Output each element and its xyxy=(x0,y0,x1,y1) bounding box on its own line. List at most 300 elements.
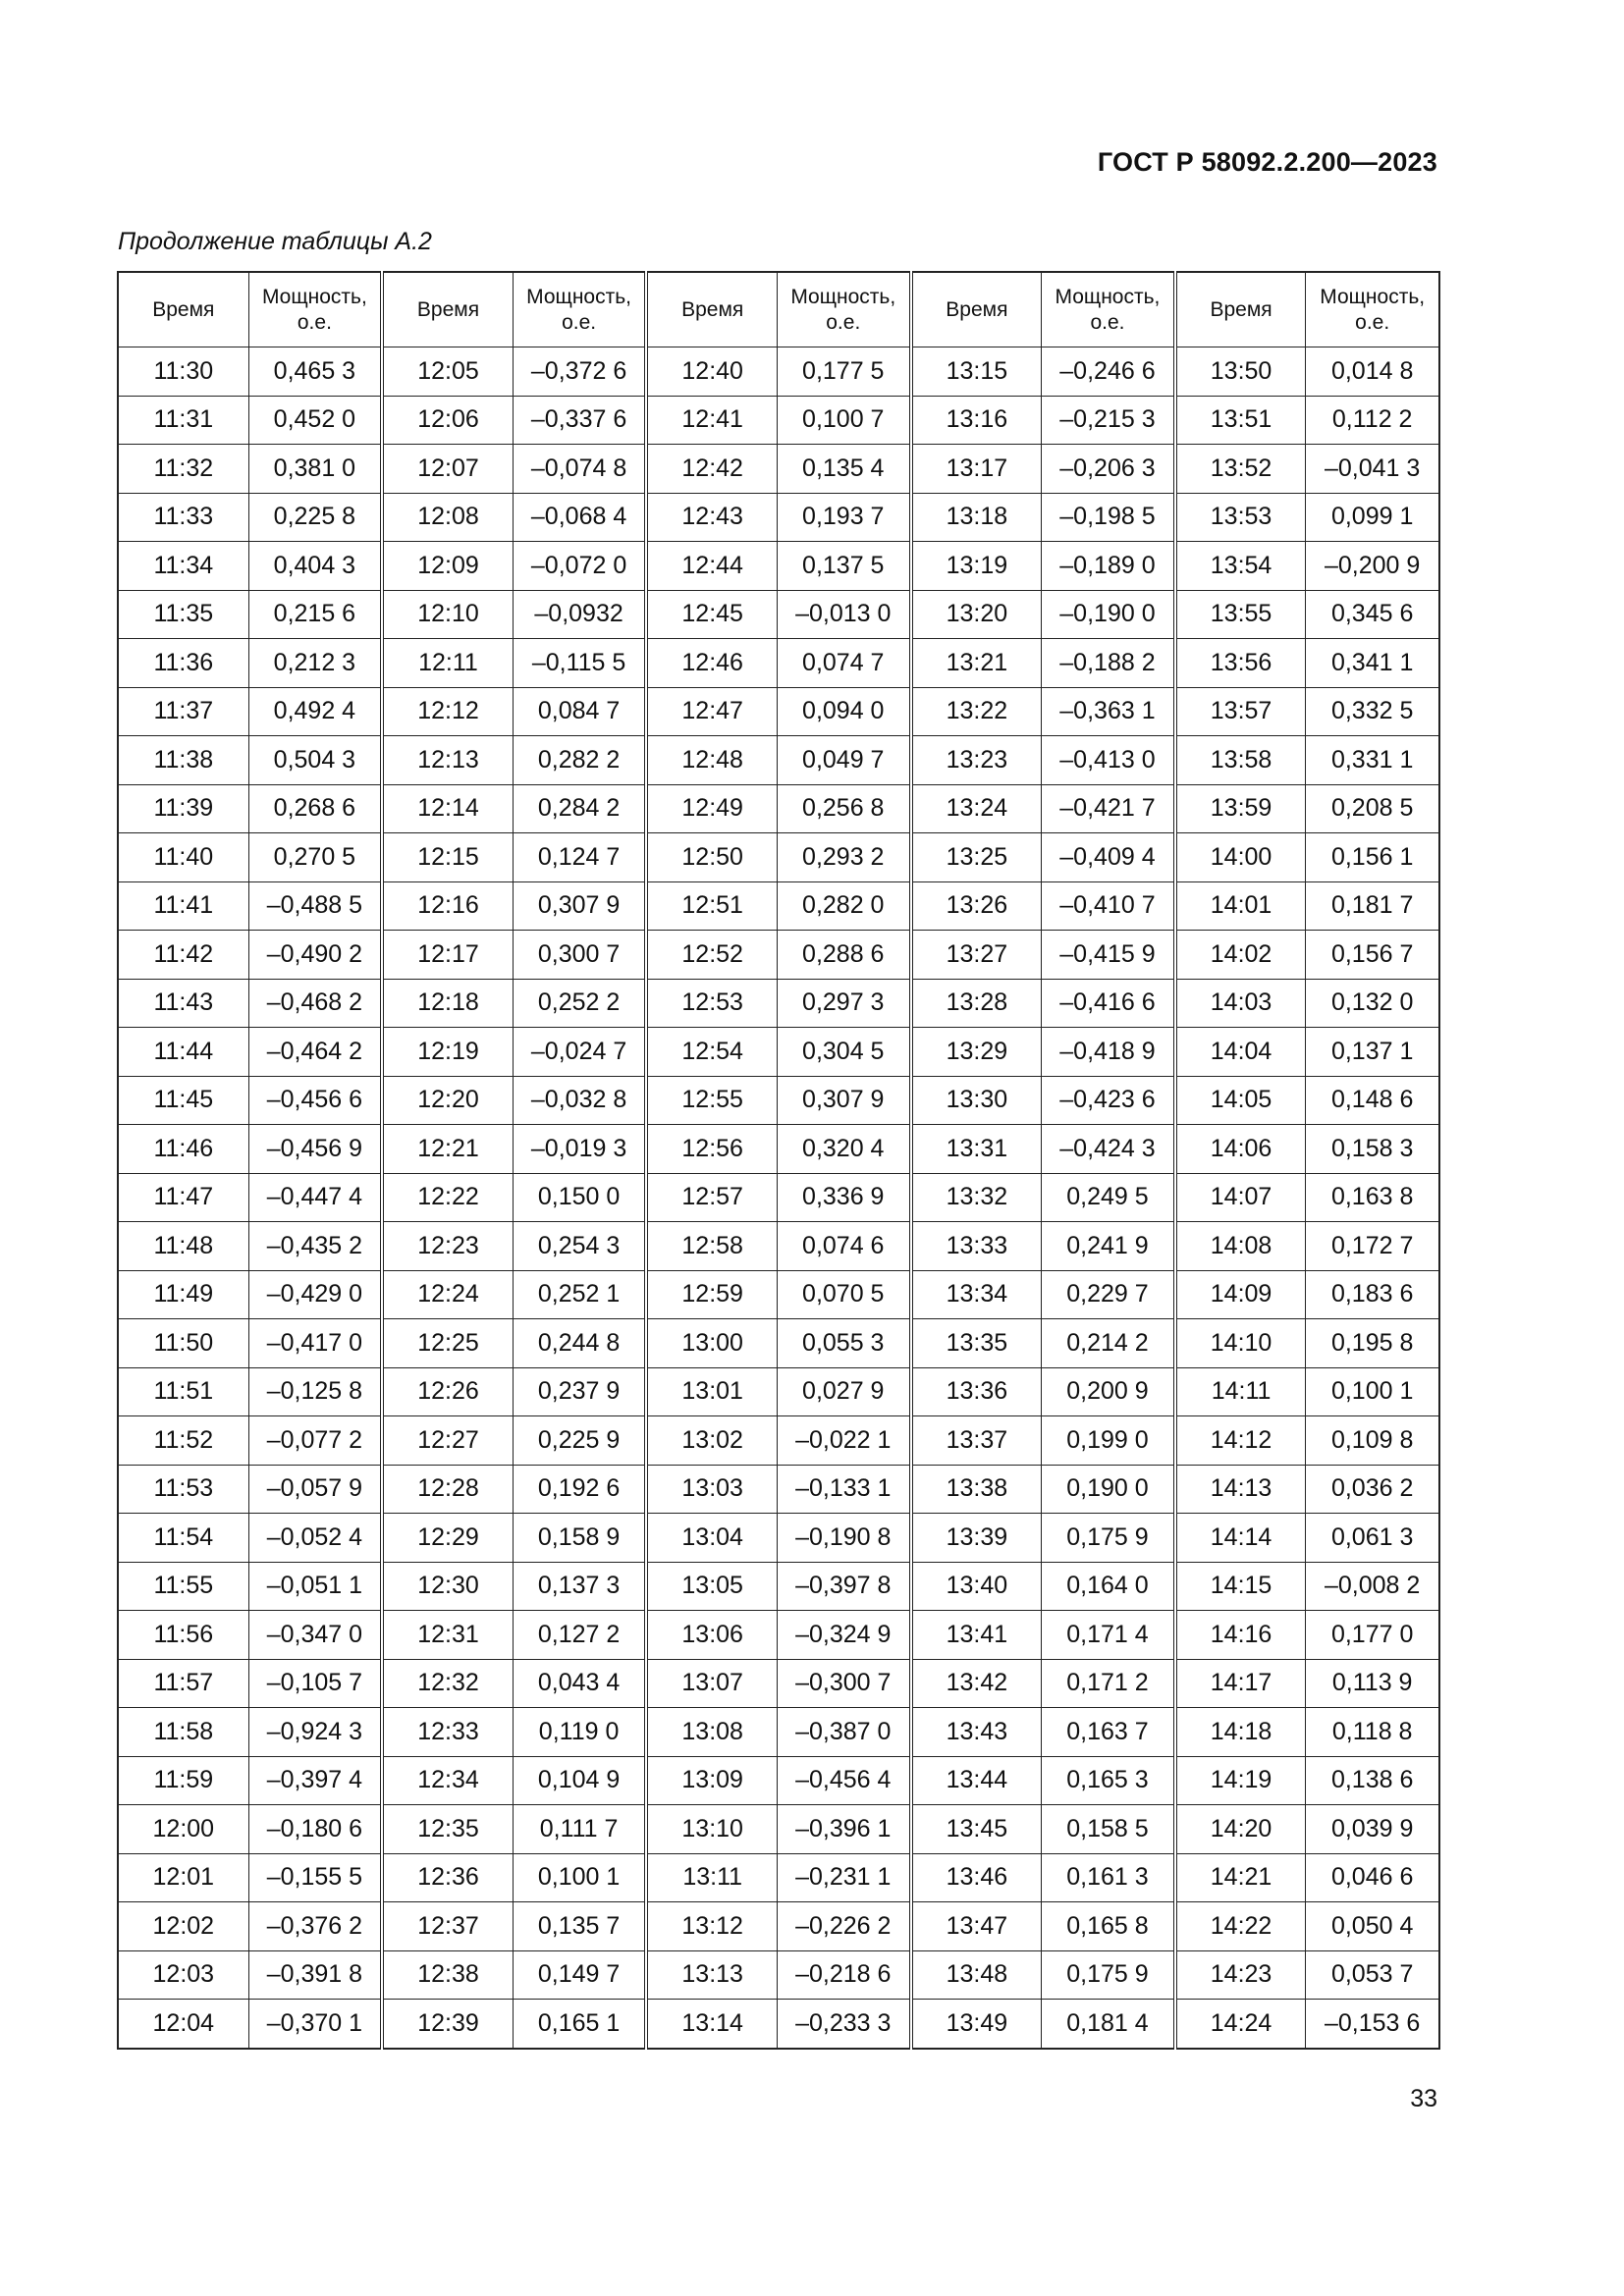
time-cell: 12:58 xyxy=(646,1222,777,1271)
time-cell: 12:49 xyxy=(646,784,777,833)
power-cell: –0,447 4 xyxy=(248,1173,382,1222)
power-cell: 0,252 1 xyxy=(513,1270,646,1319)
time-cell: 12:20 xyxy=(382,1076,513,1125)
power-cell: –0,0932 xyxy=(513,590,646,639)
power-cell: –0,057 9 xyxy=(248,1465,382,1514)
power-cell: 0,288 6 xyxy=(777,931,910,980)
power-cell: –0,488 5 xyxy=(248,881,382,931)
time-cell: 12:42 xyxy=(646,445,777,494)
time-cell: 13:58 xyxy=(1175,736,1306,785)
time-cell: 13:12 xyxy=(646,1902,777,1951)
time-cell: 12:31 xyxy=(382,1611,513,1660)
power-cell: 0,282 2 xyxy=(513,736,646,785)
time-cell: 14:16 xyxy=(1175,1611,1306,1660)
power-cell: –0,424 3 xyxy=(1042,1125,1175,1174)
power-cell: 0,208 5 xyxy=(1306,784,1439,833)
power-cell: 0,452 0 xyxy=(248,396,382,445)
power-cell: 0,049 7 xyxy=(777,736,910,785)
table-row xyxy=(118,445,1439,494)
table-row xyxy=(118,1367,1439,1416)
column-header-power: Мощность, о.е. xyxy=(777,272,910,347)
time-cell: 13:20 xyxy=(911,590,1042,639)
power-cell: –0,391 8 xyxy=(248,1950,382,2000)
time-cell: 12:07 xyxy=(382,445,513,494)
time-cell: 11:34 xyxy=(118,542,248,591)
power-cell: 0,225 8 xyxy=(248,493,382,542)
table-row xyxy=(118,784,1439,833)
table-row xyxy=(118,590,1439,639)
power-cell: –0,041 3 xyxy=(1306,445,1439,494)
time-cell: 12:30 xyxy=(382,1562,513,1611)
power-cell: –0,022 1 xyxy=(777,1416,910,1466)
power-cell: –0,337 6 xyxy=(513,396,646,445)
time-cell: 13:43 xyxy=(911,1708,1042,1757)
power-cell: –0,370 1 xyxy=(248,2000,382,2049)
time-cell: 14:23 xyxy=(1175,1950,1306,2000)
power-cell: –0,074 8 xyxy=(513,445,646,494)
power-cell: 0,297 3 xyxy=(777,979,910,1028)
table-row xyxy=(118,1319,1439,1368)
power-cell: –0,456 9 xyxy=(248,1125,382,1174)
table-row xyxy=(118,1902,1439,1951)
time-cell: 11:51 xyxy=(118,1367,248,1416)
time-cell: 13:47 xyxy=(911,1902,1042,1951)
time-cell: 14:09 xyxy=(1175,1270,1306,1319)
power-cell: 0,175 9 xyxy=(1042,1950,1175,2000)
time-cell: 12:19 xyxy=(382,1028,513,1077)
time-cell: 13:05 xyxy=(646,1562,777,1611)
time-cell: 14:22 xyxy=(1175,1902,1306,1951)
power-cell: 0,331 1 xyxy=(1306,736,1439,785)
power-cell: –0,215 3 xyxy=(1042,396,1175,445)
time-cell: 12:06 xyxy=(382,396,513,445)
power-cell: 0,099 1 xyxy=(1306,493,1439,542)
power-cell: –0,387 0 xyxy=(777,1708,910,1757)
time-cell: 13:32 xyxy=(911,1173,1042,1222)
time-cell: 13:01 xyxy=(646,1367,777,1416)
power-cell: 0,109 8 xyxy=(1306,1416,1439,1466)
time-cell: 13:27 xyxy=(911,931,1042,980)
power-cell: –0,013 0 xyxy=(777,590,910,639)
power-cell: 0,111 7 xyxy=(513,1805,646,1854)
power-cell: 0,300 7 xyxy=(513,931,646,980)
power-cell: 0,104 9 xyxy=(513,1756,646,1805)
time-cell: 13:48 xyxy=(911,1950,1042,2000)
column-header-power: Мощность, о.е. xyxy=(513,272,646,347)
power-cell: 0,200 9 xyxy=(1042,1367,1175,1416)
time-cell: 12:22 xyxy=(382,1173,513,1222)
time-cell: 11:53 xyxy=(118,1465,248,1514)
power-cell: 0,165 8 xyxy=(1042,1902,1175,1951)
power-cell: 0,172 7 xyxy=(1306,1222,1439,1271)
power-cell: –0,456 4 xyxy=(777,1756,910,1805)
power-cell: 0,175 9 xyxy=(1042,1514,1175,1563)
time-cell: 13:00 xyxy=(646,1319,777,1368)
power-cell: –0,024 7 xyxy=(513,1028,646,1077)
power-cell: 0,237 9 xyxy=(513,1367,646,1416)
power-cell: –0,231 1 xyxy=(777,1853,910,1902)
power-cell: 0,165 1 xyxy=(513,2000,646,2049)
time-cell: 12:55 xyxy=(646,1076,777,1125)
power-cell: –0,468 2 xyxy=(248,979,382,1028)
table-row xyxy=(118,1950,1439,2000)
table-row xyxy=(118,1659,1439,1708)
power-cell: 0,341 1 xyxy=(1306,639,1439,688)
time-cell: 13:16 xyxy=(911,396,1042,445)
power-cell: –0,324 9 xyxy=(777,1611,910,1660)
time-cell: 13:15 xyxy=(911,347,1042,397)
power-cell: 0,252 2 xyxy=(513,979,646,1028)
time-cell: 11:33 xyxy=(118,493,248,542)
power-cell: 0,150 0 xyxy=(513,1173,646,1222)
power-cell: 0,244 8 xyxy=(513,1319,646,1368)
power-cell: –0,190 0 xyxy=(1042,590,1175,639)
time-cell: 12:27 xyxy=(382,1416,513,1466)
power-cell: 0,307 9 xyxy=(513,881,646,931)
power-cell: –0,372 6 xyxy=(513,347,646,397)
table-row xyxy=(118,1270,1439,1319)
column-header-power: Мощность, о.е. xyxy=(248,272,382,347)
power-cell: –0,396 1 xyxy=(777,1805,910,1854)
time-cell: 13:24 xyxy=(911,784,1042,833)
power-cell: 0,137 3 xyxy=(513,1562,646,1611)
column-header-time: Время xyxy=(911,272,1042,347)
time-cell: 13:45 xyxy=(911,1805,1042,1854)
power-cell: 0,137 1 xyxy=(1306,1028,1439,1077)
power-cell: 0,050 4 xyxy=(1306,1902,1439,1951)
power-cell: 0,046 6 xyxy=(1306,1853,1439,1902)
power-cell: –0,206 3 xyxy=(1042,445,1175,494)
power-cell: 0,100 7 xyxy=(777,396,910,445)
time-cell: 11:35 xyxy=(118,590,248,639)
power-cell: 0,124 7 xyxy=(513,833,646,882)
power-cell: 0,249 5 xyxy=(1042,1173,1175,1222)
time-cell: 14:19 xyxy=(1175,1756,1306,1805)
time-cell: 13:52 xyxy=(1175,445,1306,494)
power-cell: 0,212 3 xyxy=(248,639,382,688)
time-cell: 13:57 xyxy=(1175,687,1306,736)
time-cell: 12:34 xyxy=(382,1756,513,1805)
time-cell: 12:47 xyxy=(646,687,777,736)
power-cell: –0,416 6 xyxy=(1042,979,1175,1028)
time-cell: 14:08 xyxy=(1175,1222,1306,1271)
power-cell: –0,429 0 xyxy=(248,1270,382,1319)
power-cell: 0,465 3 xyxy=(248,347,382,397)
time-cell: 11:39 xyxy=(118,784,248,833)
time-cell: 14:17 xyxy=(1175,1659,1306,1708)
time-cell: 14:01 xyxy=(1175,881,1306,931)
column-header-power: Мощность, о.е. xyxy=(1042,272,1175,347)
time-cell: 13:08 xyxy=(646,1708,777,1757)
power-cell: –0,125 8 xyxy=(248,1367,382,1416)
time-cell: 14:05 xyxy=(1175,1076,1306,1125)
time-cell: 12:24 xyxy=(382,1270,513,1319)
time-cell: 11:48 xyxy=(118,1222,248,1271)
power-cell: 0,254 3 xyxy=(513,1222,646,1271)
power-cell: –0,190 8 xyxy=(777,1514,910,1563)
time-cell: 11:45 xyxy=(118,1076,248,1125)
power-cell: –0,032 8 xyxy=(513,1076,646,1125)
time-cell: 12:32 xyxy=(382,1659,513,1708)
power-cell: 0,163 7 xyxy=(1042,1708,1175,1757)
time-cell: 11:32 xyxy=(118,445,248,494)
time-cell: 13:50 xyxy=(1175,347,1306,397)
time-cell: 12:41 xyxy=(646,396,777,445)
table-row xyxy=(118,1756,1439,1805)
time-cell: 14:21 xyxy=(1175,1853,1306,1902)
power-cell: 0,074 6 xyxy=(777,1222,910,1271)
table-row xyxy=(118,1465,1439,1514)
time-cell: 13:40 xyxy=(911,1562,1042,1611)
power-cell: 0,492 4 xyxy=(248,687,382,736)
time-cell: 14:15 xyxy=(1175,1562,1306,1611)
power-cell: –0,188 2 xyxy=(1042,639,1175,688)
time-cell: 13:30 xyxy=(911,1076,1042,1125)
table-row xyxy=(118,347,1439,397)
time-cell: 11:42 xyxy=(118,931,248,980)
time-cell: 11:59 xyxy=(118,1756,248,1805)
power-cell: –0,115 5 xyxy=(513,639,646,688)
power-cell: 0,137 5 xyxy=(777,542,910,591)
time-cell: 12:08 xyxy=(382,493,513,542)
time-cell: 11:44 xyxy=(118,1028,248,1077)
time-cell: 12:54 xyxy=(646,1028,777,1077)
time-cell: 12:09 xyxy=(382,542,513,591)
power-cell: 0,027 9 xyxy=(777,1367,910,1416)
power-cell: –0,423 6 xyxy=(1042,1076,1175,1125)
table-row xyxy=(118,881,1439,931)
power-cell: –0,233 3 xyxy=(777,2000,910,2049)
time-cell: 12:21 xyxy=(382,1125,513,1174)
time-cell: 13:11 xyxy=(646,1853,777,1902)
power-cell: –0,490 2 xyxy=(248,931,382,980)
power-cell: –0,415 9 xyxy=(1042,931,1175,980)
time-cell: 11:56 xyxy=(118,1611,248,1660)
table-row xyxy=(118,493,1439,542)
time-cell: 13:56 xyxy=(1175,639,1306,688)
power-cell: 0,158 9 xyxy=(513,1514,646,1563)
time-cell: 11:37 xyxy=(118,687,248,736)
time-cell: 12:35 xyxy=(382,1805,513,1854)
time-cell: 12:11 xyxy=(382,639,513,688)
time-cell: 13:49 xyxy=(911,2000,1042,2049)
power-cell: 0,241 9 xyxy=(1042,1222,1175,1271)
time-cell: 13:36 xyxy=(911,1367,1042,1416)
power-cell: 0,381 0 xyxy=(248,445,382,494)
power-cell: 0,293 2 xyxy=(777,833,910,882)
power-cell: –0,189 0 xyxy=(1042,542,1175,591)
time-cell: 12:37 xyxy=(382,1902,513,1951)
time-cell: 13:25 xyxy=(911,833,1042,882)
time-cell: 13:06 xyxy=(646,1611,777,1660)
table-row xyxy=(118,687,1439,736)
table-row xyxy=(118,1173,1439,1222)
power-cell: 0,135 7 xyxy=(513,1902,646,1951)
power-cell: 0,270 5 xyxy=(248,833,382,882)
time-cell: 13:34 xyxy=(911,1270,1042,1319)
time-cell: 11:49 xyxy=(118,1270,248,1319)
table-row xyxy=(118,1708,1439,1757)
power-cell: 0,268 6 xyxy=(248,784,382,833)
time-cell: 11:41 xyxy=(118,881,248,931)
power-cell: 0,171 2 xyxy=(1042,1659,1175,1708)
time-cell: 12:14 xyxy=(382,784,513,833)
time-cell: 14:04 xyxy=(1175,1028,1306,1077)
table-row xyxy=(118,396,1439,445)
time-cell: 11:46 xyxy=(118,1125,248,1174)
time-cell: 12:45 xyxy=(646,590,777,639)
time-cell: 13:13 xyxy=(646,1950,777,2000)
time-cell: 13:44 xyxy=(911,1756,1042,1805)
power-cell: 0,053 7 xyxy=(1306,1950,1439,2000)
table-row xyxy=(118,542,1439,591)
time-cell: 13:19 xyxy=(911,542,1042,591)
time-cell: 13:02 xyxy=(646,1416,777,1466)
table-row xyxy=(118,1611,1439,1660)
power-cell: 0,404 3 xyxy=(248,542,382,591)
time-cell: 12:15 xyxy=(382,833,513,882)
time-cell: 12:56 xyxy=(646,1125,777,1174)
time-cell: 13:26 xyxy=(911,881,1042,931)
power-cell: 0,113 9 xyxy=(1306,1659,1439,1708)
time-cell: 12:17 xyxy=(382,931,513,980)
power-cell: –0,924 3 xyxy=(248,1708,382,1757)
power-cell: 0,149 7 xyxy=(513,1950,646,2000)
power-cell: 0,135 4 xyxy=(777,445,910,494)
power-cell: –0,397 4 xyxy=(248,1756,382,1805)
time-cell: 13:55 xyxy=(1175,590,1306,639)
power-cell: –0,435 2 xyxy=(248,1222,382,1271)
power-cell: 0,156 7 xyxy=(1306,931,1439,980)
power-cell: –0,019 3 xyxy=(513,1125,646,1174)
time-cell: 11:40 xyxy=(118,833,248,882)
column-header-time: Время xyxy=(646,272,777,347)
power-cell: –0,052 4 xyxy=(248,1514,382,1563)
power-cell: –0,413 0 xyxy=(1042,736,1175,785)
time-cell: 12:29 xyxy=(382,1514,513,1563)
power-cell: 0,039 9 xyxy=(1306,1805,1439,1854)
time-cell: 12:33 xyxy=(382,1708,513,1757)
column-header-time: Время xyxy=(1175,272,1306,347)
time-cell: 12:18 xyxy=(382,979,513,1028)
time-cell: 12:16 xyxy=(382,881,513,931)
time-cell: 12:40 xyxy=(646,347,777,397)
power-cell: –0,410 7 xyxy=(1042,881,1175,931)
power-cell: 0,112 2 xyxy=(1306,396,1439,445)
power-cell: –0,418 9 xyxy=(1042,1028,1175,1077)
time-cell: 14:14 xyxy=(1175,1514,1306,1563)
time-cell: 14:20 xyxy=(1175,1805,1306,1854)
table-row xyxy=(118,736,1439,785)
time-cell: 12:12 xyxy=(382,687,513,736)
time-cell: 13:38 xyxy=(911,1465,1042,1514)
power-cell: 0,181 7 xyxy=(1306,881,1439,931)
power-cell: 0,070 5 xyxy=(777,1270,910,1319)
time-cell: 13:04 xyxy=(646,1514,777,1563)
table-row xyxy=(118,2000,1439,2049)
power-cell: –0,226 2 xyxy=(777,1902,910,1951)
time-cell: 14:06 xyxy=(1175,1125,1306,1174)
time-cell: 12:26 xyxy=(382,1367,513,1416)
time-cell: 13:37 xyxy=(911,1416,1042,1466)
time-cell: 14:07 xyxy=(1175,1173,1306,1222)
time-cell: 13:21 xyxy=(911,639,1042,688)
power-cell: –0,218 6 xyxy=(777,1950,910,2000)
power-cell: –0,464 2 xyxy=(248,1028,382,1077)
power-cell: 0,193 7 xyxy=(777,493,910,542)
time-cell: 12:10 xyxy=(382,590,513,639)
time-cell: 13:07 xyxy=(646,1659,777,1708)
power-cell: 0,183 6 xyxy=(1306,1270,1439,1319)
time-cell: 13:28 xyxy=(911,979,1042,1028)
power-cell: –0,363 1 xyxy=(1042,687,1175,736)
power-cell: 0,036 2 xyxy=(1306,1465,1439,1514)
power-cell: 0,158 5 xyxy=(1042,1805,1175,1854)
power-cell: 0,148 6 xyxy=(1306,1076,1439,1125)
power-cell: –0,180 6 xyxy=(248,1805,382,1854)
table-row xyxy=(118,1028,1439,1077)
power-cell: 0,504 3 xyxy=(248,736,382,785)
time-cell: 12:01 xyxy=(118,1853,248,1902)
table-body xyxy=(118,347,1439,2049)
time-cell: 12:02 xyxy=(118,1902,248,1951)
power-cell: 0,332 5 xyxy=(1306,687,1439,736)
time-cell: 12:48 xyxy=(646,736,777,785)
table-row xyxy=(118,1416,1439,1466)
time-cell: 11:38 xyxy=(118,736,248,785)
time-cell: 12:28 xyxy=(382,1465,513,1514)
power-cell: 0,195 8 xyxy=(1306,1319,1439,1368)
time-cell: 13:17 xyxy=(911,445,1042,494)
power-cell: –0,105 7 xyxy=(248,1659,382,1708)
power-cell: –0,200 9 xyxy=(1306,542,1439,591)
power-cell: 0,229 7 xyxy=(1042,1270,1175,1319)
power-cell: –0,051 1 xyxy=(248,1562,382,1611)
table-row xyxy=(118,1222,1439,1271)
power-cell: 0,181 4 xyxy=(1042,2000,1175,2049)
power-cell: 0,138 6 xyxy=(1306,1756,1439,1805)
time-cell: 12:23 xyxy=(382,1222,513,1271)
time-cell: 13:09 xyxy=(646,1756,777,1805)
page-number: 33 xyxy=(1410,2085,1437,2112)
time-cell: 12:53 xyxy=(646,979,777,1028)
power-cell: –0,155 5 xyxy=(248,1853,382,1902)
time-cell: 12:13 xyxy=(382,736,513,785)
table-row xyxy=(118,1805,1439,1854)
time-cell: 14:24 xyxy=(1175,2000,1306,2049)
time-cell: 13:10 xyxy=(646,1805,777,1854)
power-cell: 0,100 1 xyxy=(513,1853,646,1902)
column-header-power: Мощность, о.е. xyxy=(1306,272,1439,347)
time-cell: 12:38 xyxy=(382,1950,513,2000)
header-row xyxy=(118,272,1439,347)
power-cell: 0,043 4 xyxy=(513,1659,646,1708)
power-cell: –0,409 4 xyxy=(1042,833,1175,882)
time-cell: 14:13 xyxy=(1175,1465,1306,1514)
time-cell: 11:47 xyxy=(118,1173,248,1222)
time-cell: 14:03 xyxy=(1175,979,1306,1028)
time-cell: 14:10 xyxy=(1175,1319,1306,1368)
time-cell: 12:52 xyxy=(646,931,777,980)
table-row xyxy=(118,1125,1439,1174)
time-cell: 12:50 xyxy=(646,833,777,882)
power-cell: –0,153 6 xyxy=(1306,2000,1439,2049)
time-cell: 11:36 xyxy=(118,639,248,688)
power-cell: 0,307 9 xyxy=(777,1076,910,1125)
time-cell: 11:58 xyxy=(118,1708,248,1757)
power-cell: 0,171 4 xyxy=(1042,1611,1175,1660)
power-cell: 0,284 2 xyxy=(513,784,646,833)
